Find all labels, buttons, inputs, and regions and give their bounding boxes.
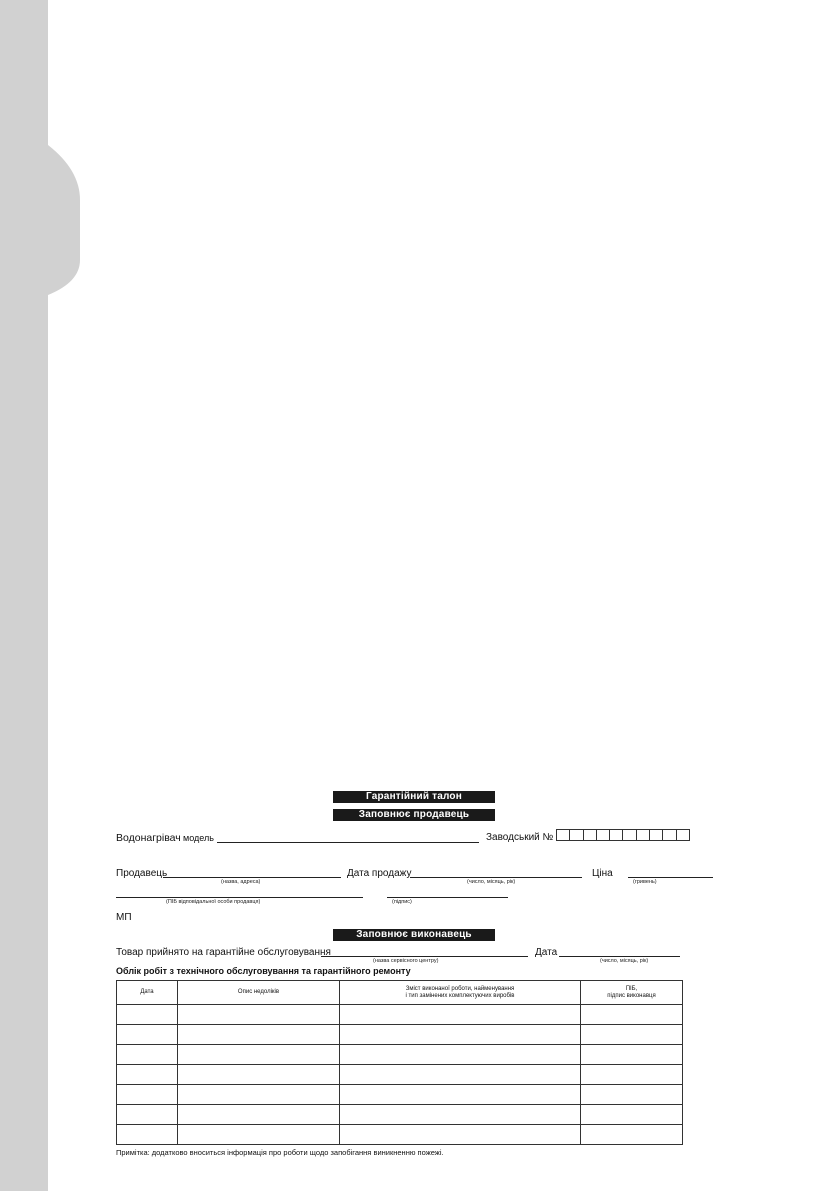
table-cell[interactable] — [340, 1025, 581, 1045]
service-log-table — [116, 980, 683, 1145]
table-row — [117, 1005, 683, 1025]
executor-section-header: Заповнює виконавець — [333, 929, 495, 941]
responsible-caption: (ПІБ відповідальної особи продавця) — [166, 899, 261, 905]
sale-date-caption: (число, місяць, рік) — [467, 879, 516, 885]
serial-digit-box[interactable] — [583, 829, 597, 841]
product-label: Водонагрівач — [116, 832, 181, 844]
table-cell[interactable] — [178, 1105, 340, 1125]
table-cell[interactable] — [117, 1125, 178, 1145]
table-row — [117, 1125, 683, 1145]
date-label: Дата — [535, 947, 558, 958]
service-center-field[interactable] — [321, 956, 528, 957]
price-field[interactable] — [628, 877, 713, 878]
col-work-header — [340, 981, 581, 1005]
service-log-header-row — [117, 981, 683, 1005]
col-work-header-line1: Зміст виконаної роботи, найменування — [405, 985, 515, 992]
table-cell[interactable] — [581, 1105, 683, 1125]
table-cell[interactable] — [178, 1125, 340, 1145]
date-caption: (число, місяць, рік) — [600, 958, 649, 964]
serial-digit-box[interactable] — [596, 829, 610, 841]
table-cell[interactable] — [178, 1085, 340, 1105]
seller-field[interactable] — [163, 877, 341, 878]
footnote: Примітка: додатково вноситься інформація про роботи щодо запобігання виникненню пожежі. — [116, 1148, 444, 1157]
table-cell[interactable] — [581, 1065, 683, 1085]
price-label: Ціна — [592, 868, 613, 879]
log-title: Облік робіт з технічного обслуговування та гарантійного ремонту — [116, 966, 411, 976]
table-cell[interactable] — [178, 1045, 340, 1065]
table-cell[interactable] — [340, 1085, 581, 1105]
table-cell[interactable] — [117, 1085, 178, 1105]
serial-digit-box[interactable] — [569, 829, 583, 841]
col-executor-header — [581, 981, 683, 1005]
serial-digit-box[interactable] — [609, 829, 623, 841]
service-log-body — [117, 1005, 683, 1145]
responsible-person-field[interactable] — [116, 897, 363, 898]
signature-field[interactable] — [387, 897, 508, 898]
model-field[interactable] — [217, 842, 479, 843]
table-cell[interactable] — [581, 1125, 683, 1145]
seller-section-header: Заповнює продавець — [333, 809, 495, 821]
stamp-label: МП — [116, 912, 132, 923]
date-field[interactable] — [559, 956, 680, 957]
col-date-header: Дата — [117, 981, 178, 1005]
table-row — [117, 1045, 683, 1065]
table-row — [117, 1065, 683, 1085]
serial-digit-box[interactable] — [556, 829, 570, 841]
table-cell[interactable] — [117, 1045, 178, 1065]
table-cell[interactable] — [340, 1065, 581, 1085]
service-center-caption: (назва сервісного центру) — [373, 958, 439, 964]
serial-label: Заводський № — [486, 832, 554, 843]
table-cell[interactable] — [117, 1065, 178, 1085]
serial-number-boxes[interactable] — [557, 829, 690, 841]
signature-caption: (підпис) — [392, 899, 412, 905]
table-cell[interactable] — [340, 1125, 581, 1145]
table-cell[interactable] — [340, 1105, 581, 1125]
serial-digit-box[interactable] — [662, 829, 676, 841]
accepted-label: Товар прийнято на гарантійне обслуговування — [116, 947, 331, 958]
table-cell[interactable] — [178, 1065, 340, 1085]
serial-digit-box[interactable] — [622, 829, 636, 841]
table-row — [117, 1025, 683, 1045]
sale-date-field[interactable] — [410, 877, 582, 878]
price-caption: (гривень) — [633, 879, 657, 885]
table-cell[interactable] — [340, 1045, 581, 1065]
seller-label: Продавець — [116, 868, 168, 879]
col-work-header-line2: і тип замінених комплектуючих виробів — [405, 992, 515, 999]
warranty-title: Гарантійний талон — [333, 791, 495, 803]
seller-caption: (назва, адреса) — [221, 879, 261, 885]
col-executor-header-line1: ПІБ, — [625, 985, 638, 992]
col-defects-header: Опис недоліків — [178, 981, 340, 1005]
table-row — [117, 1105, 683, 1125]
table-cell[interactable] — [178, 1005, 340, 1025]
page-side-tab — [0, 0, 90, 1191]
table-cell[interactable] — [117, 1105, 178, 1125]
serial-digit-box[interactable] — [649, 829, 663, 841]
table-row — [117, 1085, 683, 1105]
model-label: модель — [183, 833, 214, 843]
table-cell[interactable] — [581, 1045, 683, 1065]
table-cell[interactable] — [117, 1005, 178, 1025]
serial-digit-box[interactable] — [676, 829, 690, 841]
table-cell[interactable] — [117, 1025, 178, 1045]
table-cell[interactable] — [340, 1005, 581, 1025]
serial-digit-box[interactable] — [636, 829, 650, 841]
col-executor-header-line2: підпис виконавця — [607, 992, 656, 999]
table-cell[interactable] — [178, 1025, 340, 1045]
table-cell[interactable] — [581, 1085, 683, 1105]
sale-date-label: Дата продажу — [347, 868, 412, 879]
table-cell[interactable] — [581, 1025, 683, 1045]
table-cell[interactable] — [581, 1005, 683, 1025]
